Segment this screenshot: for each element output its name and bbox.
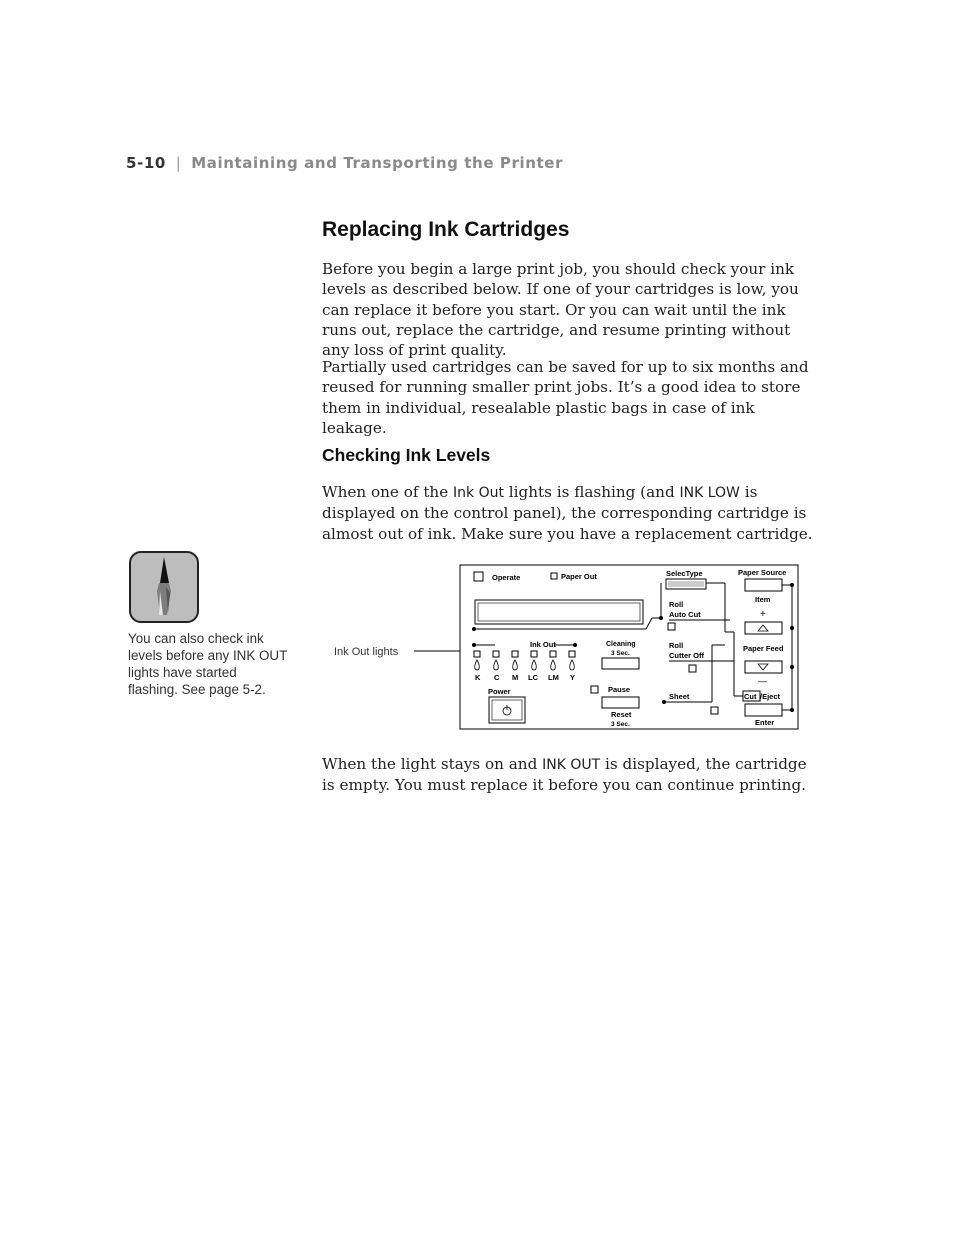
svg-text:Paper Out: Paper Out: [561, 572, 597, 581]
page-number: 5-10: [126, 154, 166, 172]
svg-text:Sheet: Sheet: [669, 692, 690, 701]
svg-text:Operate: Operate: [492, 573, 521, 582]
svg-text:K: K: [475, 673, 481, 682]
svg-text:LC: LC: [528, 673, 538, 682]
ink-out-paragraph: When the light stays on and INK OUT is displayed, the cartridge is empty. You must replace it before you can continue printing.: [322, 755, 807, 795]
pencil-icon: [129, 551, 199, 623]
svg-text:Item: Item: [755, 595, 771, 604]
paper-out-light: [551, 573, 557, 579]
svg-text:Cut: Cut: [744, 692, 757, 701]
svg-text:—: —: [758, 676, 767, 686]
intro-paragraph-1: Before you begin a large print job, you should check your ink levels as described below. If one of your cartridges is low, you can replace it before you start. Or you can wait until the ink runs out, replace the cartridge, and resume printing without any loss of print quality.: [322, 260, 799, 360]
svg-text:Paper Feed: Paper Feed: [743, 644, 784, 653]
margin-note: You can also check ink levels before any INK OUT lights have started flashing. See page 5-2.: [128, 631, 288, 697]
svg-text:C: C: [494, 673, 500, 682]
pause-light: [591, 686, 598, 693]
running-header: [126, 154, 563, 172]
roll-cutter-off-light: [689, 665, 696, 672]
control-panel-diagram: [330, 560, 802, 736]
ink-levels-paragraph: When one of the Ink Out lights is flashing (and INK LOW is displayed on the control panel), the corresponding cartridge is almost out of ink. Make sure you have a replacement cartridge.: [322, 483, 813, 543]
item-up-button[interactable]: [745, 622, 782, 634]
ink-out-status-term: INK OUT: [542, 757, 601, 773]
cleaning-button[interactable]: [602, 658, 639, 669]
sheet-light: [711, 707, 718, 714]
svg-text:Cleaning: Cleaning: [606, 641, 636, 648]
header-separator: |: [175, 154, 182, 172]
section-title: Replacing Ink Cartridges: [322, 218, 570, 241]
svg-text:Paper Source: Paper Source: [738, 568, 787, 577]
svg-text:M: M: [512, 673, 519, 682]
svg-text:3 Sec.: 3 Sec.: [611, 721, 630, 728]
pause-reset-button[interactable]: [602, 697, 639, 708]
svg-text:/Eject: /Eject: [760, 692, 781, 701]
paper-source-button[interactable]: [745, 579, 782, 591]
svg-text:SelecType: SelecType: [666, 569, 703, 578]
svg-text:Enter: Enter: [755, 718, 775, 727]
svg-text:Y: Y: [570, 673, 576, 682]
ink-out-term: Ink Out: [453, 485, 504, 501]
paper-feed-down-button[interactable]: [745, 661, 782, 673]
svg-text:Auto Cut: Auto Cut: [669, 610, 701, 619]
cut-eject-enter-button[interactable]: [745, 704, 782, 716]
chapter-title: Maintaining and Transporting the Printer: [191, 154, 564, 172]
operate-light: [474, 572, 483, 581]
svg-text:Ink Out: Ink Out: [530, 640, 556, 649]
svg-text:+: +: [760, 609, 766, 620]
svg-text:Roll: Roll: [669, 600, 684, 609]
ink-out-lights-callout: Ink Out lights: [334, 646, 399, 658]
svg-text:Pause: Pause: [608, 685, 631, 694]
svg-text:Reset: Reset: [611, 710, 632, 719]
ink-low-term: INK LOW: [679, 485, 740, 501]
roll-auto-cut-light: [668, 623, 675, 630]
svg-text:Cutter Off: Cutter Off: [669, 651, 704, 660]
svg-text:Power: Power: [488, 687, 511, 696]
intro-paragraph-2: Partially used cartridges can be saved for up to six months and reused for running smaller print jobs. It’s a good idea to store them in individual, resealable plastic bags in case of ink leakage.: [322, 358, 809, 437]
svg-text:Roll: Roll: [669, 641, 684, 650]
svg-text:LM: LM: [548, 673, 559, 682]
subsection-title: Checking Ink Levels: [322, 445, 491, 465]
lcd-display: [475, 600, 643, 624]
svg-text:3 Sec.: 3 Sec.: [611, 650, 630, 657]
